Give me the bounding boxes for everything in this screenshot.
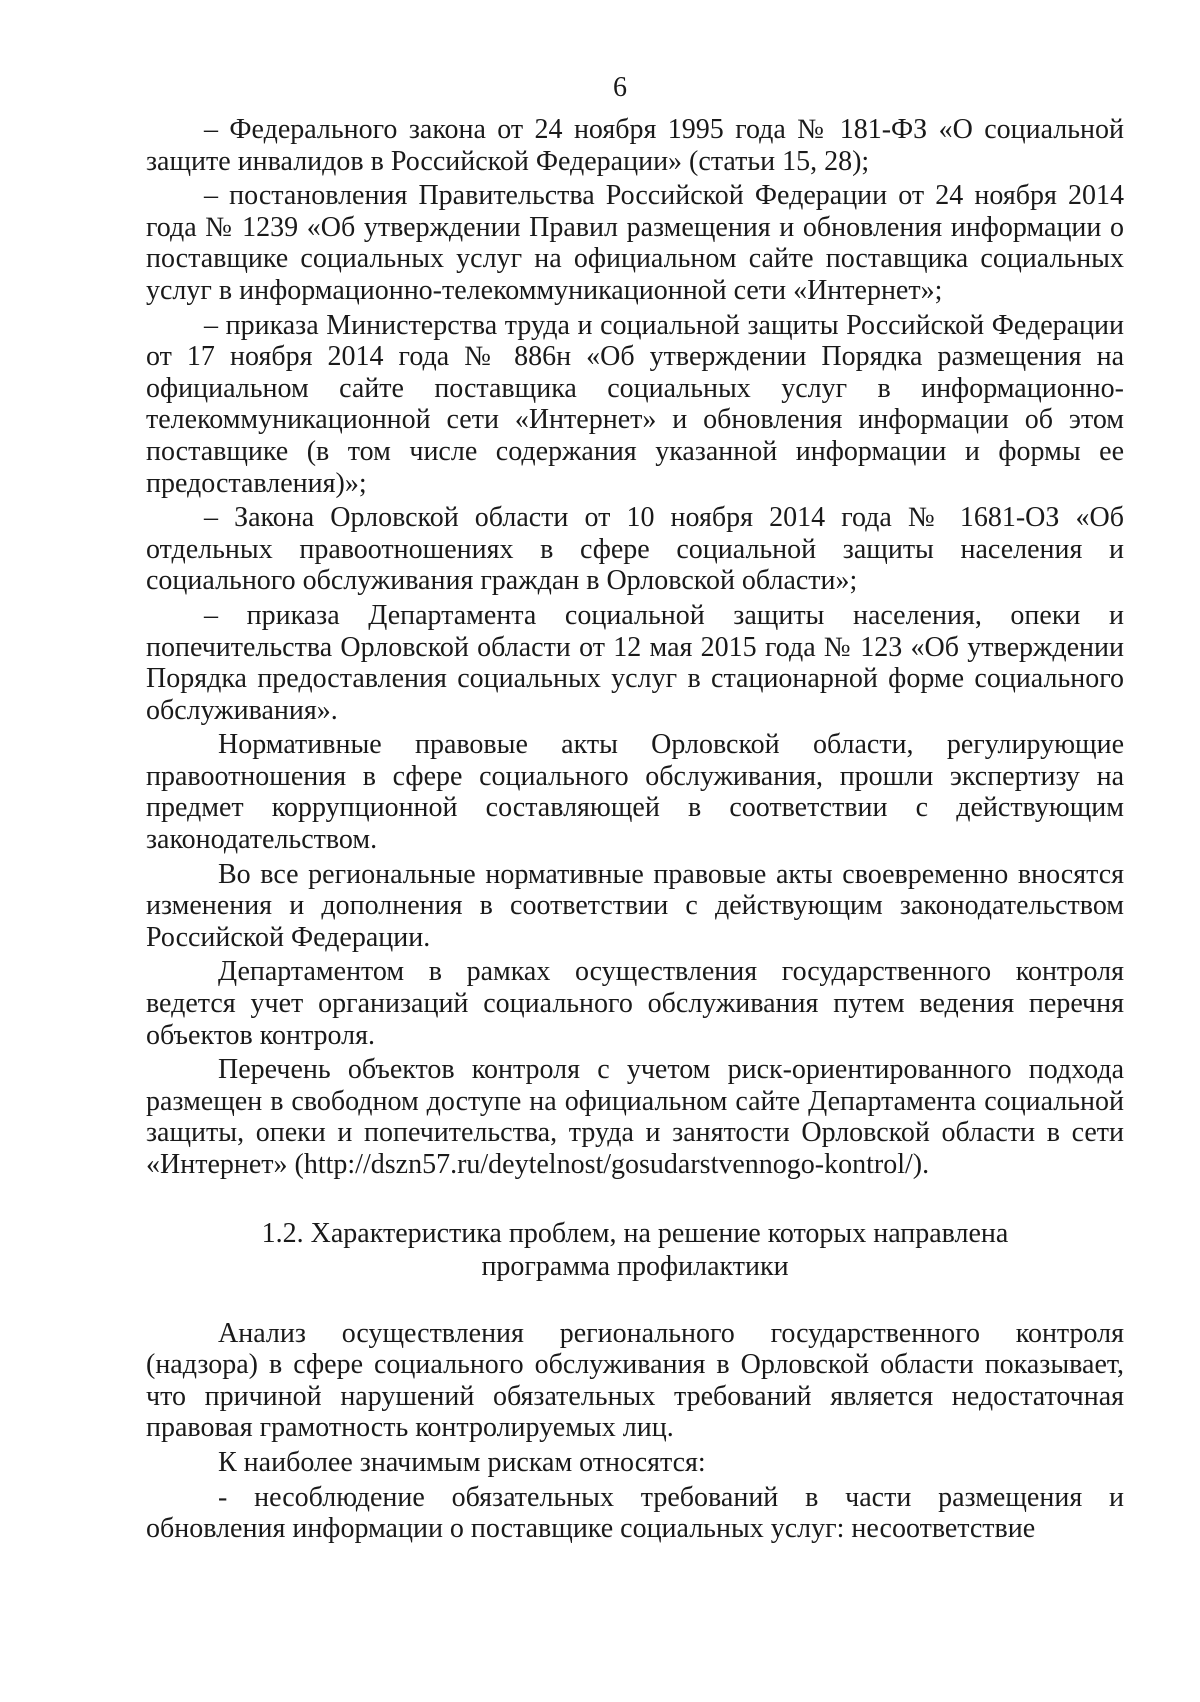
paragraph-regulatory-acts-expertise: Нормативные правовые акты Орловской области, регулирующие правоотношения в сфере социального обслуживания, прошли экспертизу на предмет коррупционной составляющей в соответствии с действующим законодательством. [146, 729, 1124, 856]
list-item-ministry-order-886n: – приказа Министерства труда и социальной защиты Российской Федерации от 17 ноября 2014 года № 886н «Об утверждении Порядка размещения на официальном сайте поставщика социальных услуг в информационно-телекоммуникационной сети «Интернет» и обновления информации об этом поставщике (в том числе содержания указанной информации и формы ее предоставления)»; [146, 309, 1124, 499]
list-item-government-resolution-1239: – постановления Правительства Российской Федерации от 24 ноября 2014 года № 1239 «Об утверждении Правил размещения и обновления информации о поставщике социальных услуг на официальном сайте поставщика социальных услуг в информационно-телекоммуникационной сети «Интернет»; [146, 180, 1124, 306]
page-number: 6 [613, 72, 627, 103]
paragraph-registry-published: Перечень объектов контроля с учетом риск-ориентированного подхода размещен в свободном доступе на официальном сайте Департамента социальной защиты, опеки и попечительства, труда и занятости Орловской области в сети «Интернет» (http://dszn57.ru/deytelnost/gosudarstvennogo-kontrol/). [146, 1054, 1124, 1180]
section-heading-line-1: 1.2. Характеристика проблем, на решение которых направлена [261, 1217, 1009, 1249]
paragraph-amendments: Во все региональные нормативные правовые акты своевременно вносятся изменения и дополнения в соответствии с действующим законодательством Российской Федерации. [146, 858, 1124, 953]
list-item-federal-law-181: – Федерального закона от 24 ноября 1995 года № 181-ФЗ «О социальной защите инвалидов в Российской Федерации» (статьи 15, 28); [146, 114, 1124, 177]
list-item-risk-noncompliance: - несоблюдение обязательных требований в части размещения и обновления информации о поставщике социальных услуг: несоответствие [146, 1481, 1124, 1545]
document-body [146, 114, 1124, 1548]
list-item-department-order-123: – приказа Департамента социальной защиты населения, опеки и попечительства Орловской области от 12 мая 2015 года № 123 «Об утверждении Порядка предоставления социальных услуг в стационарной форме социального обслуживания». [146, 599, 1124, 726]
list-item-oryol-law-1681: – Закона Орловской области от 10 ноября 2014 года № 1681-ОЗ «Об отдельных правоотношениях в сфере социальной защиты населения и социального обслуживания граждан в Орловской области»; [146, 502, 1124, 597]
paragraph-risks-intro: К наиболее значимым рискам относятся: [218, 1446, 706, 1478]
paragraph-analysis: Анализ осуществления регионального государственного контроля (надзора) в сфере социального обслуживания в Орловской области показывает, что причиной нарушений обязательных требований является недостаточная правовая грамотность контролируемых лиц. [146, 1317, 1124, 1444]
section-heading [146, 1217, 1124, 1283]
paragraph-registry-of-objects: Департаментом в рамках осуществления государственного контроля ведется учет организаций социального обслуживания путем ведения перечня объектов контроля. [146, 956, 1124, 1051]
section-heading-line-2: программа профилактики [481, 1250, 789, 1282]
